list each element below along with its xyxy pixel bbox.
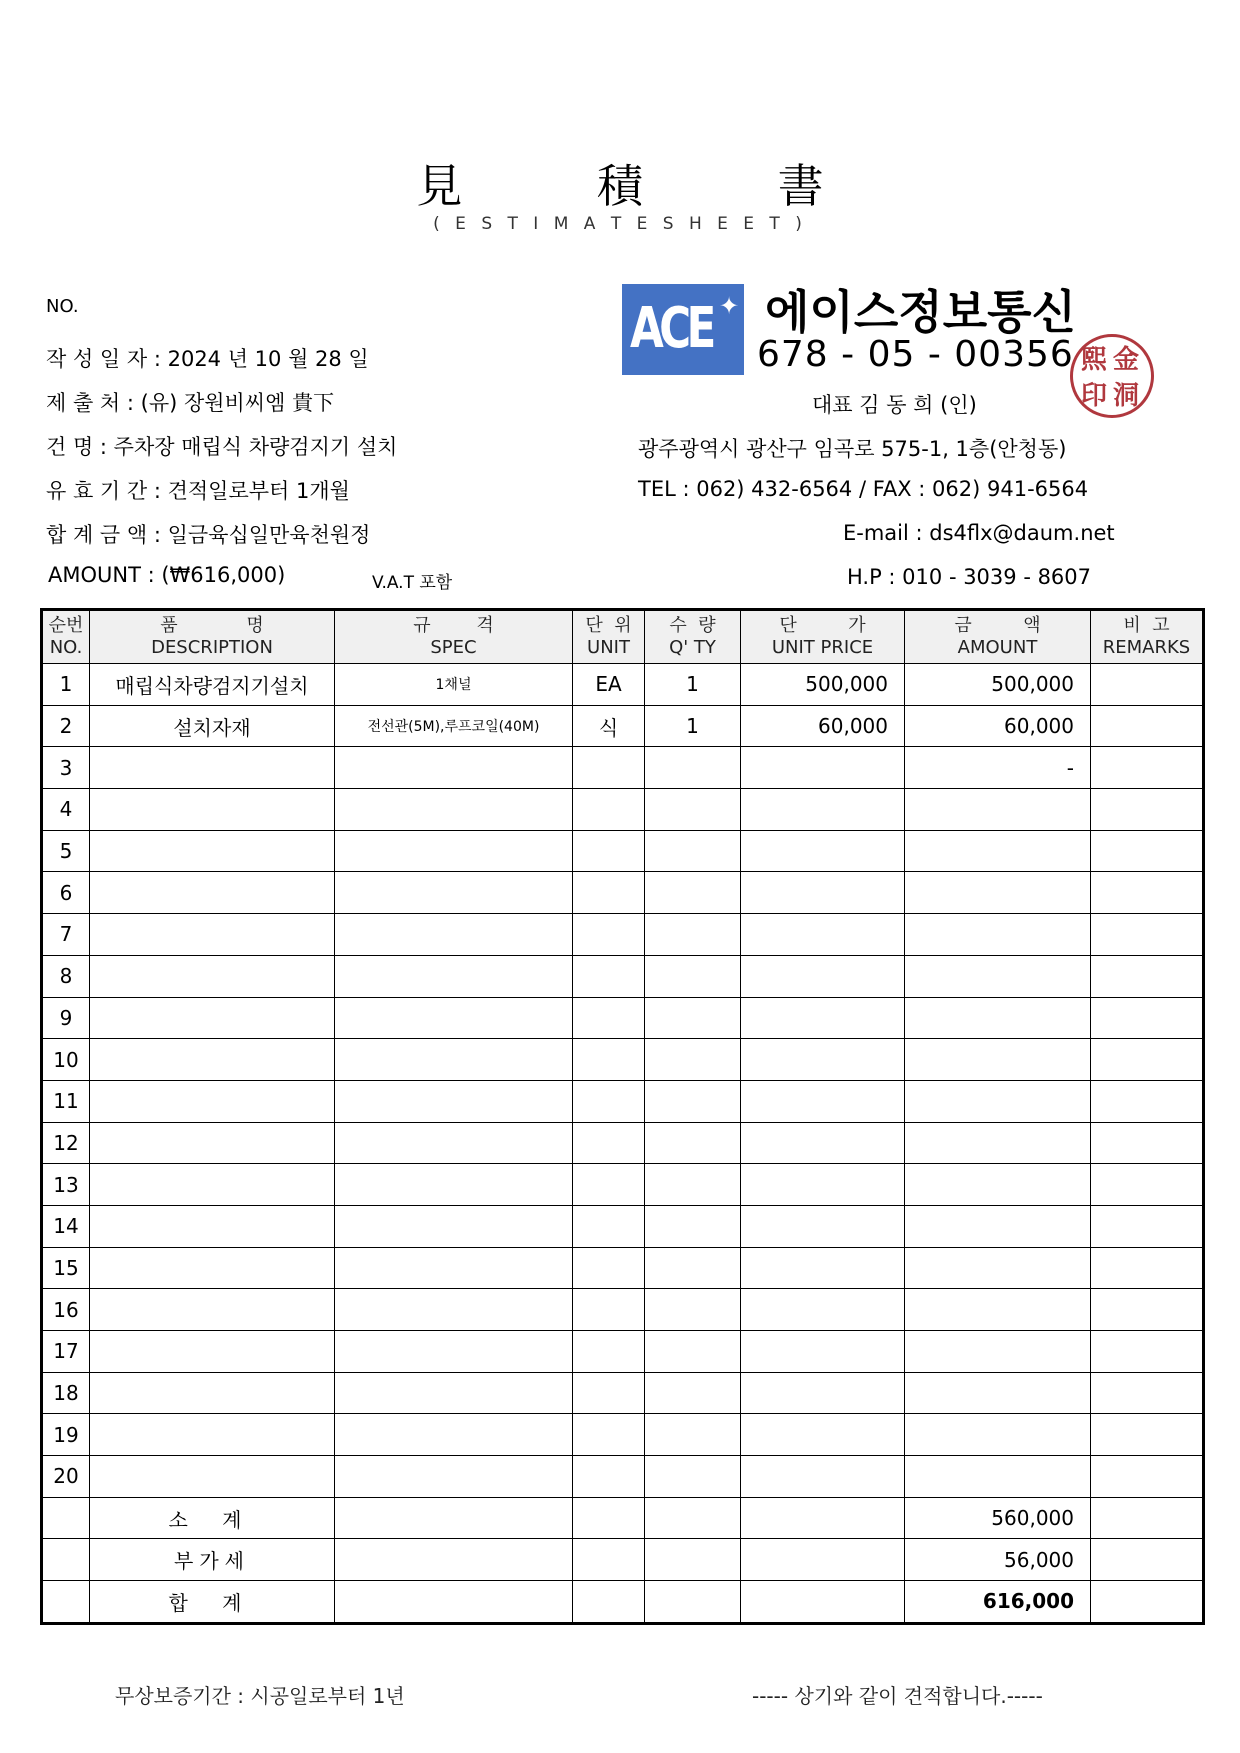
logo-text: ACE bbox=[630, 296, 712, 361]
row-unit: 식 bbox=[573, 705, 645, 747]
row-remarks bbox=[1091, 955, 1204, 997]
row-unit-price bbox=[741, 1372, 905, 1414]
table-row bbox=[42, 914, 1204, 956]
header-description: 품 명 DESCRIPTION bbox=[90, 610, 335, 664]
header-spec: 규 격 SPEC bbox=[335, 610, 573, 664]
row-number: 14 bbox=[42, 1205, 90, 1247]
row-spec bbox=[335, 1164, 573, 1206]
table-row bbox=[42, 664, 1204, 706]
total-korean-line: 합 계 금 액 : 일금육십일만육천원정 bbox=[46, 523, 371, 547]
row-unit-price bbox=[741, 830, 905, 872]
table-row bbox=[42, 1164, 1204, 1206]
row-spec bbox=[335, 747, 573, 789]
row-qty bbox=[645, 1080, 741, 1122]
vat-row bbox=[42, 1539, 1204, 1581]
row-amount: 60,000 bbox=[905, 705, 1091, 747]
row-remarks bbox=[1091, 1414, 1204, 1456]
total-label: 합 계 bbox=[90, 1581, 335, 1624]
amount-line: AMOUNT : (₩616,000) bbox=[48, 563, 286, 587]
row-description bbox=[90, 914, 335, 956]
row-remarks bbox=[1091, 1289, 1204, 1331]
row-number: 3 bbox=[42, 747, 90, 789]
row-unit bbox=[573, 1414, 645, 1456]
row-unit-price bbox=[741, 747, 905, 789]
total-amount: 616,000 bbox=[905, 1581, 1091, 1624]
row-description bbox=[90, 1205, 335, 1247]
row-qty bbox=[645, 997, 741, 1039]
row-qty bbox=[645, 1414, 741, 1456]
company-seal-stamp: 金 洞 熙 印 bbox=[1070, 334, 1154, 418]
row-number: 20 bbox=[42, 1456, 90, 1498]
table-row bbox=[42, 1414, 1204, 1456]
row-amount bbox=[905, 1331, 1091, 1373]
row-spec bbox=[335, 789, 573, 831]
row-description: 설치자재 bbox=[90, 705, 335, 747]
row-number: 2 bbox=[42, 705, 90, 747]
row-unit bbox=[573, 1205, 645, 1247]
row-remarks bbox=[1091, 1039, 1204, 1081]
row-unit-price bbox=[741, 1331, 905, 1373]
row-spec bbox=[335, 914, 573, 956]
table-row bbox=[42, 830, 1204, 872]
company-name: 에이스정보통신 bbox=[765, 285, 1077, 339]
row-unit-price bbox=[741, 1247, 905, 1289]
row-amount bbox=[905, 1247, 1091, 1289]
row-unit bbox=[573, 914, 645, 956]
row-remarks bbox=[1091, 1456, 1204, 1498]
row-number: 8 bbox=[42, 955, 90, 997]
table-row bbox=[42, 1039, 1204, 1081]
row-spec bbox=[335, 997, 573, 1039]
row-number: 17 bbox=[42, 1331, 90, 1373]
row-unit bbox=[573, 1039, 645, 1081]
row-unit-price bbox=[741, 1289, 905, 1331]
total-row bbox=[42, 1581, 1204, 1624]
row-spec bbox=[335, 1247, 573, 1289]
row-amount bbox=[905, 1080, 1091, 1122]
row-number: 18 bbox=[42, 1372, 90, 1414]
row-spec bbox=[335, 830, 573, 872]
row-qty bbox=[645, 872, 741, 914]
company-address: 광주광역시 광산구 임곡로 575-1, 1층(안청동) bbox=[638, 437, 1067, 461]
row-amount bbox=[905, 1289, 1091, 1331]
date-line: 작 성 일 자 : 2024 년 10 월 28 일 bbox=[46, 347, 369, 371]
row-description bbox=[90, 1456, 335, 1498]
row-remarks bbox=[1091, 830, 1204, 872]
row-unit-price: 500,000 bbox=[741, 664, 905, 706]
row-spec bbox=[335, 1414, 573, 1456]
table-row bbox=[42, 747, 1204, 789]
row-spec bbox=[335, 955, 573, 997]
page-subtitle: ( E S T I M A T E S H E E T ) bbox=[433, 214, 807, 234]
header-unit-price: 단 가 UNIT PRICE bbox=[741, 610, 905, 664]
header-remarks: 비 고 REMARKS bbox=[1091, 610, 1204, 664]
row-remarks bbox=[1091, 1164, 1204, 1206]
row-description bbox=[90, 872, 335, 914]
row-spec bbox=[335, 1122, 573, 1164]
row-amount bbox=[905, 997, 1091, 1039]
row-qty bbox=[645, 914, 741, 956]
row-unit-price bbox=[741, 1414, 905, 1456]
row-qty bbox=[645, 747, 741, 789]
row-unit bbox=[573, 1289, 645, 1331]
row-unit-price bbox=[741, 1080, 905, 1122]
row-number: 1 bbox=[42, 664, 90, 706]
row-spec bbox=[335, 1331, 573, 1373]
row-unit-price bbox=[741, 1205, 905, 1247]
row-remarks bbox=[1091, 872, 1204, 914]
doc-number-label: NO. bbox=[46, 296, 79, 317]
row-description bbox=[90, 1039, 335, 1081]
row-number: 6 bbox=[42, 872, 90, 914]
company-logo bbox=[622, 284, 744, 375]
row-spec bbox=[335, 1205, 573, 1247]
row-amount bbox=[905, 955, 1091, 997]
table-row bbox=[42, 1372, 1204, 1414]
subtotal-row bbox=[42, 1497, 1204, 1539]
table-row bbox=[42, 1122, 1204, 1164]
row-qty bbox=[645, 1039, 741, 1081]
row-unit bbox=[573, 955, 645, 997]
row-spec: 1채널 bbox=[335, 664, 573, 706]
row-description bbox=[90, 1122, 335, 1164]
star-icon: ✦ bbox=[719, 292, 740, 320]
validity-line: 유 효 기 간 : 견적일로부터 1개월 bbox=[46, 479, 350, 503]
closing-note: ----- 상기와 같이 견적합니다.----- bbox=[752, 1684, 1043, 1708]
representative-line: 대표 김 동 희 (인) bbox=[812, 393, 977, 417]
recipient-line: 제 출 처 : (유) 장원비씨엠 貴下 bbox=[46, 391, 335, 415]
row-unit bbox=[573, 1122, 645, 1164]
row-remarks bbox=[1091, 1080, 1204, 1122]
row-unit-price bbox=[741, 955, 905, 997]
row-description bbox=[90, 1414, 335, 1456]
row-qty bbox=[645, 1456, 741, 1498]
table-row bbox=[42, 1456, 1204, 1498]
row-qty bbox=[645, 830, 741, 872]
row-remarks bbox=[1091, 664, 1204, 706]
row-unit bbox=[573, 997, 645, 1039]
row-description bbox=[90, 1164, 335, 1206]
row-spec bbox=[335, 872, 573, 914]
row-unit-price bbox=[741, 1164, 905, 1206]
vat-label: 부가세 bbox=[90, 1539, 335, 1581]
row-number: 19 bbox=[42, 1414, 90, 1456]
row-qty bbox=[645, 1331, 741, 1373]
row-remarks bbox=[1091, 705, 1204, 747]
row-description bbox=[90, 1331, 335, 1373]
row-amount: 500,000 bbox=[905, 664, 1091, 706]
row-description bbox=[90, 1372, 335, 1414]
company-tel-fax: TEL : 062) 432-6564 / FAX : 062) 941-6564 bbox=[638, 477, 1089, 501]
vat-amount: 56,000 bbox=[905, 1539, 1091, 1581]
row-description: 매립식차량검지기설치 bbox=[90, 664, 335, 706]
row-number: 9 bbox=[42, 997, 90, 1039]
row-unit bbox=[573, 789, 645, 831]
row-qty bbox=[645, 1247, 741, 1289]
row-number: 12 bbox=[42, 1122, 90, 1164]
subtotal-amount: 560,000 bbox=[905, 1497, 1091, 1539]
row-amount bbox=[905, 1456, 1091, 1498]
row-amount: - bbox=[905, 747, 1091, 789]
row-unit bbox=[573, 830, 645, 872]
estimate-table bbox=[40, 608, 1205, 1625]
row-unit-price bbox=[741, 872, 905, 914]
row-spec bbox=[335, 1080, 573, 1122]
table-row bbox=[42, 1205, 1204, 1247]
row-qty: 1 bbox=[645, 705, 741, 747]
header-unit: 단 위 UNIT bbox=[573, 610, 645, 664]
row-qty bbox=[645, 1289, 741, 1331]
row-amount bbox=[905, 1205, 1091, 1247]
table-row bbox=[42, 1247, 1204, 1289]
row-qty bbox=[645, 1122, 741, 1164]
row-remarks bbox=[1091, 1331, 1204, 1373]
row-amount bbox=[905, 1122, 1091, 1164]
vat-note: V.A.T 포함 bbox=[372, 573, 453, 593]
company-phone: H.P : 010 - 3039 - 8607 bbox=[847, 565, 1092, 589]
subject-line: 건 명 : 주차장 매립식 차량검지기 설치 bbox=[46, 435, 398, 459]
business-number: 678 - 05 - 00356 bbox=[757, 334, 1074, 375]
row-qty bbox=[645, 1164, 741, 1206]
row-amount bbox=[905, 1164, 1091, 1206]
row-number: 11 bbox=[42, 1080, 90, 1122]
row-unit bbox=[573, 1080, 645, 1122]
row-unit bbox=[573, 1331, 645, 1373]
table-row bbox=[42, 705, 1204, 747]
row-number: 13 bbox=[42, 1164, 90, 1206]
row-remarks bbox=[1091, 997, 1204, 1039]
row-unit-price bbox=[741, 1456, 905, 1498]
row-remarks bbox=[1091, 914, 1204, 956]
row-amount bbox=[905, 1039, 1091, 1081]
row-description bbox=[90, 955, 335, 997]
row-description bbox=[90, 789, 335, 831]
row-qty bbox=[645, 955, 741, 997]
row-description bbox=[90, 830, 335, 872]
row-spec bbox=[335, 1456, 573, 1498]
table-row bbox=[42, 872, 1204, 914]
row-description bbox=[90, 997, 335, 1039]
table-row bbox=[42, 1289, 1204, 1331]
row-amount bbox=[905, 872, 1091, 914]
row-unit-price bbox=[741, 1039, 905, 1081]
row-description bbox=[90, 1289, 335, 1331]
table-row bbox=[42, 955, 1204, 997]
header-amount: 금 액 AMOUNT bbox=[905, 610, 1091, 664]
header-qty: 수 량 Q' TY bbox=[645, 610, 741, 664]
row-qty bbox=[645, 789, 741, 831]
row-number: 4 bbox=[42, 789, 90, 831]
row-unit-price bbox=[741, 1122, 905, 1164]
row-spec: 전선관(5M),루프코일(40M) bbox=[335, 705, 573, 747]
warranty-note: 무상보증기간 : 시공일로부터 1년 bbox=[115, 1684, 405, 1708]
row-remarks bbox=[1091, 1205, 1204, 1247]
row-remarks bbox=[1091, 747, 1204, 789]
row-remarks bbox=[1091, 789, 1204, 831]
row-description bbox=[90, 1247, 335, 1289]
row-unit bbox=[573, 1372, 645, 1414]
row-remarks bbox=[1091, 1372, 1204, 1414]
row-unit-price bbox=[741, 789, 905, 831]
row-amount bbox=[905, 830, 1091, 872]
row-qty: 1 bbox=[645, 664, 741, 706]
row-unit bbox=[573, 1164, 645, 1206]
row-description bbox=[90, 1080, 335, 1122]
page-title: 見 積 書 bbox=[416, 159, 884, 213]
row-remarks bbox=[1091, 1122, 1204, 1164]
row-number: 5 bbox=[42, 830, 90, 872]
table-row bbox=[42, 1331, 1204, 1373]
company-email: E-mail : ds4flx@daum.net bbox=[843, 521, 1115, 545]
row-unit-price bbox=[741, 914, 905, 956]
row-unit: EA bbox=[573, 664, 645, 706]
table-row bbox=[42, 789, 1204, 831]
row-unit-price bbox=[741, 997, 905, 1039]
row-unit bbox=[573, 1247, 645, 1289]
row-number: 15 bbox=[42, 1247, 90, 1289]
row-unit-price: 60,000 bbox=[741, 705, 905, 747]
row-unit bbox=[573, 872, 645, 914]
row-description bbox=[90, 747, 335, 789]
row-number: 10 bbox=[42, 1039, 90, 1081]
header-no: 순번 NO. bbox=[42, 610, 90, 664]
row-spec bbox=[335, 1039, 573, 1081]
row-qty bbox=[645, 1205, 741, 1247]
row-amount bbox=[905, 789, 1091, 831]
row-amount bbox=[905, 914, 1091, 956]
row-number: 7 bbox=[42, 914, 90, 956]
subtotal-label: 소 계 bbox=[90, 1497, 335, 1539]
row-qty bbox=[645, 1372, 741, 1414]
row-unit bbox=[573, 1456, 645, 1498]
row-number: 16 bbox=[42, 1289, 90, 1331]
row-spec bbox=[335, 1289, 573, 1331]
row-unit bbox=[573, 747, 645, 789]
table-header-row bbox=[42, 610, 1204, 664]
row-spec bbox=[335, 1372, 573, 1414]
row-remarks bbox=[1091, 1247, 1204, 1289]
table-row bbox=[42, 997, 1204, 1039]
row-amount bbox=[905, 1372, 1091, 1414]
row-amount bbox=[905, 1414, 1091, 1456]
table-row bbox=[42, 1080, 1204, 1122]
